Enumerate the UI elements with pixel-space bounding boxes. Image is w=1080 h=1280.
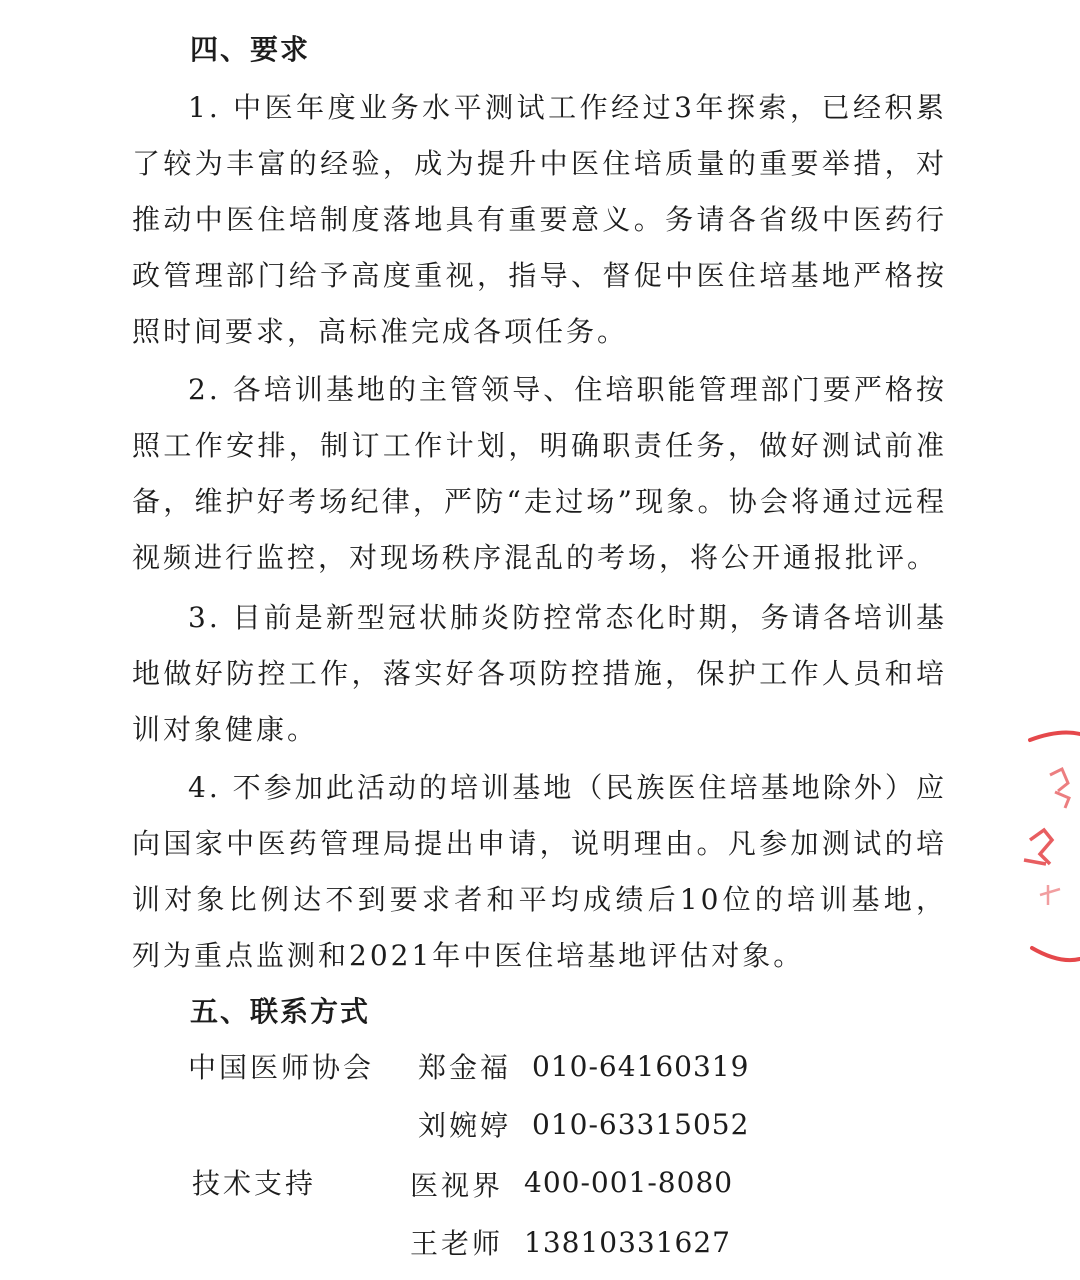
red-seal-stamp (1000, 720, 1080, 980)
seal-icon (1000, 720, 1080, 980)
contact-name-yishijie: 医视界 (410, 1169, 504, 1202)
contact-phone-yishijie: 400-001-8080 (524, 1166, 734, 1199)
contact-name-liu: 刘婉婷 (418, 1109, 512, 1142)
contact-phone-wang: 13810331627 (524, 1226, 731, 1259)
section4-heading: 四、要求 (190, 33, 311, 66)
contact-name-wang: 王老师 (410, 1227, 504, 1260)
section5-heading: 五、联系方式 (190, 995, 371, 1028)
contact-org-tech-support: 技术支持 (192, 1167, 317, 1200)
paragraph-4: 4. 不参加此活动的培训基地（民族医住培基地除外）应向国家中医药管理局提出申请，说明理由。凡参加测试的培训对象比例达不到要求者和平均成绩后10位的培训基地，列为重点监测和2021年中医住培基地评估对象。 (132, 771, 947, 972)
paragraph-1: 1. 中医年度业务水平测试工作经过3年探索，已经积累了较为丰富的经验，成为提升中医住培质量的重要举措，对推动中医住培制度落地具有重要意义。务请各省级中医药行政管理部门给予高度重视，指导、督促中医住培基地严格按照时间要求，高标准完成各项任务。 (132, 91, 947, 348)
paragraph-2: 2. 各培训基地的主管领导、住培职能管理部门要严格按照工作安排，制订工作计划，明确职责任务，做好测试前准备，维护好考场纪律，严防“走过场”现象。协会将通过远程视频进行监控，对现场秩序混乱的考场，将公开通报批评。 (132, 373, 947, 574)
contact-name-zheng: 郑金福 (418, 1051, 512, 1084)
contact-phone-liu: 010-63315052 (532, 1108, 750, 1141)
contact-phone-zheng: 010-64160319 (532, 1050, 750, 1083)
paragraph-3: 3. 目前是新型冠状肺炎防控常态化时期，务请各培训基地做好防控工作，落实好各项防控措施，保护工作人员和培训对象健康。 (132, 601, 947, 746)
contact-org-cma: 中国医师协会 (188, 1051, 375, 1084)
